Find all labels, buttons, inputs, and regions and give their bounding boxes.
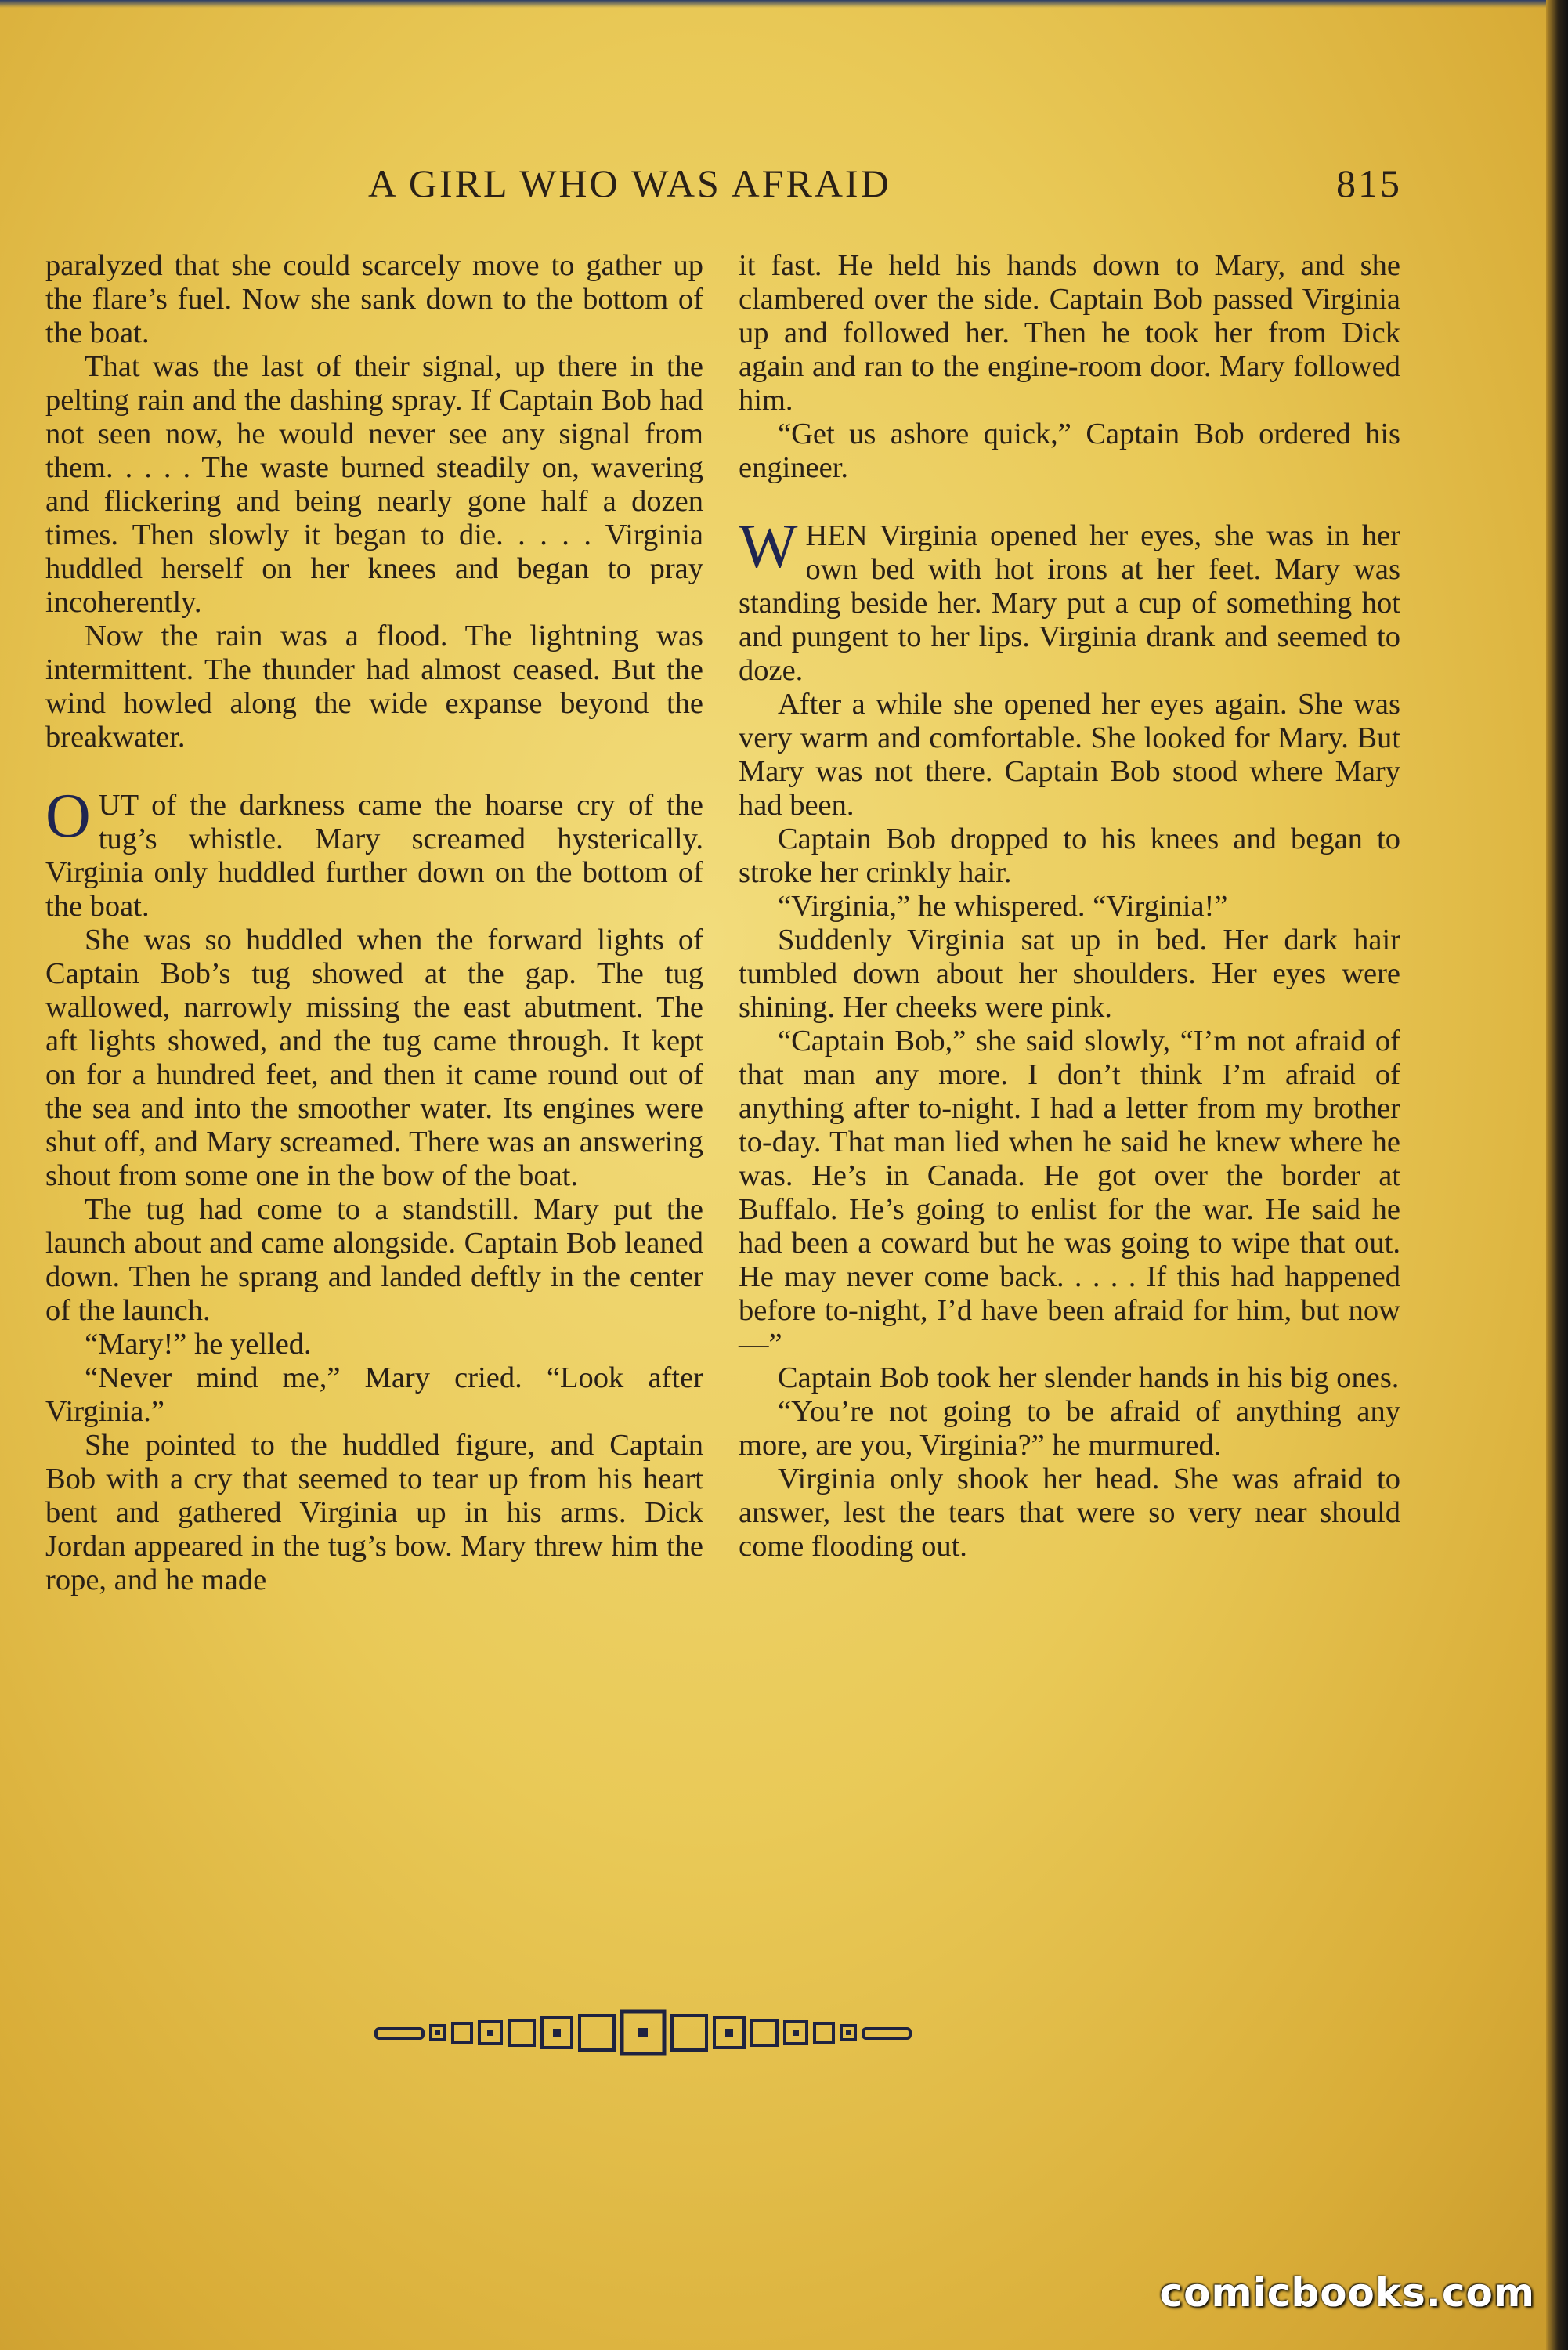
paragraph: She pointed to the huddled figure, and Captain Bob with a cry that seemed to tear up from his heart bent and gathered Virginia up in his arms. Dick Jordan appeared in the tug’s bow. Mary threw him the rope, and he made <box>45 1429 703 1596</box>
paragraph: Now the rain was a flood. The lightning was intermittent. The thunder had almost ceased. But the wind howled along the wide expanse beyond the breakwater. <box>45 620 703 754</box>
paragraph: “Mary!” he yelled. <box>85 1328 312 1361</box>
paragraph-with-dropcap <box>739 512 1400 688</box>
paragraph-text: UT of the darkness came the hoarse cry of the tug’s whistle. Mary screamed hysterically. Virginia only huddled further down on the bottom of the boat. <box>45 789 703 923</box>
paragraph: After a while she opened her eyes again. She was very warm and comfortable. She looked for Mary. But Mary was not there. Captain Bob stood where Mary had been. <box>739 688 1400 822</box>
paragraph: it fast. He held his hands down to Mary, and she clambered over the side. Captain Bob passed Virginia up and followed her. Then he took her from Dick again and ran to the engine-room door. Mary followed him. <box>739 249 1400 417</box>
paragraph: She was so huddled when the forward lights of Captain Bob’s tug showed at the gap. The tug wallowed, narrowly missing the east abutment. The aft lights showed, and the tug came through. It kept on for a hundred feet, and then it came round out of the sea and into the smoother water. Its engines were shut off, and Mary screamed. There was an answering shout from some one in the bow of the boat. <box>45 924 703 1192</box>
paragraph: That was the last of their signal, up there in the pelting rain and the dashing spray. If Captain Bob had not seen now, he would never see any signal from them. . . . . The waste burned steadily on, wavering and flickering and being nearly gone half a dozen times. Then slowly it began to die. . . . . Virginia huddled herself on her knees and began to pray incoherently. <box>45 350 703 619</box>
drop-cap: W <box>739 512 798 581</box>
paragraph: The tug had come to a standstill. Mary put the launch about and came alongside. Captain Bob leaned down. Then he sprang and landed deftly in the center of the launch. <box>45 1193 703 1327</box>
paragraph-with-dropcap <box>45 782 703 924</box>
paragraph: Captain Bob took her slender hands in his big ones. <box>778 1361 1400 1394</box>
page-number: 815 <box>1336 161 1402 205</box>
paragraph: Virginia only shook her head. She was afraid to answer, lest the tears that were so very near should come flooding out. <box>739 1462 1400 1563</box>
paragraph: Captain Bob dropped to his knees and began to stroke her crinkly hair. <box>739 822 1400 889</box>
paragraph-text: HEN Virginia opened her eyes, she was in her own bed with hot irons at her feet. Mary was standing beside her. Mary put a cup of something hot and pungent to her lips. Virginia drank and seemed to doze. <box>739 519 1400 687</box>
page-top-edge <box>0 0 1568 8</box>
end-ornament-icon <box>374 2007 1064 2062</box>
paragraph: “Get us ashore quick,” Captain Bob ordered his engineer. <box>739 418 1400 484</box>
left-column <box>45 249 703 1957</box>
watermark-text: comicbooks.com <box>1159 2270 1535 2316</box>
section-break <box>45 782 703 924</box>
paragraph: “Captain Bob,” she said slowly, “I’m not afraid of that man any more. I don’t think I’m afraid of anything after to-night. I had a letter from my brother to-day. That man lied when he said he knew where he was. He’s in Canada. He got over the border at Buffalo. He’s going to enlist for the war. He said he had been a coward but he was going to wipe that out. He may never come back. . . . . If this had happened before to-night, I’d have been afraid for him, but now—” <box>739 1025 1400 1361</box>
right-column <box>739 249 1400 1957</box>
paragraph: “Virginia,” he whispered. “Virginia!” <box>778 890 1228 923</box>
paragraph: paralyzed that she could scarcely move to gather up the flare’s fuel. Now she sank down to the bottom of the boat. <box>45 249 703 349</box>
running-header <box>368 161 1402 215</box>
running-title: A GIRL WHO WAS AFRAID <box>368 161 891 205</box>
paragraph: Suddenly Virginia sat up in bed. Her dark hair tumbled down about her shoulders. Her eyes were shining. Her cheeks were pink. <box>739 924 1400 1024</box>
paragraph: “Never mind me,” Mary cried. “Look after Virginia.” <box>45 1361 703 1428</box>
paragraph: “You’re not going to be afraid of anything any more, are you, Virginia?” he murmured. <box>739 1395 1400 1462</box>
section-break <box>739 512 1400 688</box>
drop-cap: O <box>45 782 91 851</box>
page-binding-edge <box>1546 0 1568 2350</box>
